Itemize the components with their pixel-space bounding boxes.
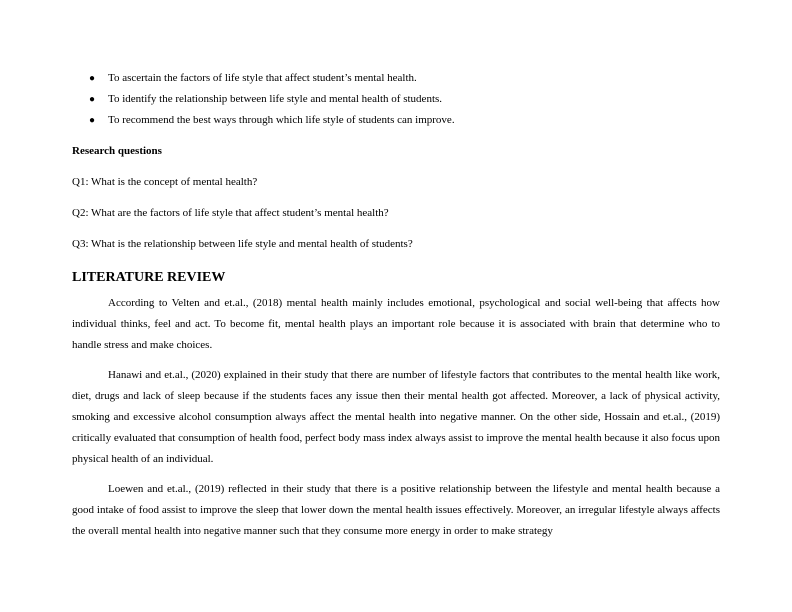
research-question-1: Q1: What is the concept of mental health?	[72, 176, 258, 188]
bullet-icon: ●	[89, 94, 96, 105]
research-question-2: Q2: What are the factors of life style that affect student’s mental health?	[72, 207, 389, 219]
bullet-icon: ●	[89, 115, 96, 126]
research-question-3: Q3: What is the relationship between life style and mental health of students?	[72, 238, 413, 250]
objective-text: To identify the relationship between life style and mental health of students.	[108, 93, 443, 105]
objectives-list	[72, 68, 720, 131]
literature-paragraph-3: Loewen and et.al., (2019) reflected in their study that there is a positive relationship between the lifestyle and mental health because a good intake of food assist to improve the sleep that lower down the mental health issues effectively. Moreover, an irregular lifestyle always affects the overall mental health into negative manner such that they consume more energy in order to make strategy	[72, 483, 720, 537]
objective-text: To recommend the best ways through which life style of students can improve.	[108, 114, 455, 126]
page-content	[72, 68, 720, 551]
literature-paragraph-1: According to Velten and et.al., (2018) mental health mainly includes emotional, psychological and social well-being that affects how individual thinks, feel and act. To become fit, mental health plays an important role because it is associated with brain that determine who to handle stress and make choices.	[72, 297, 720, 351]
literature-review-heading: LITERATURE REVIEW	[72, 270, 226, 285]
research-questions-heading: Research questions	[72, 145, 162, 157]
objective-item	[72, 110, 720, 131]
bullet-icon: ●	[89, 73, 96, 84]
objective-text: To ascertain the factors of life style that affect student’s mental health.	[108, 72, 417, 84]
literature-paragraph-2: Hanawi and et.al., (2020) explained in their study that there are number of lifestyle factors that contributes to the mental health like work, diet, drugs and lack of sleep because if the students faces any issue then their mental health got affected. Moreover, a lack of physical activity, smoking and excessive alcohol consumption always affect the mental health into negative manner. On the other side, Hossain and et.al., (2019) critically evaluated that consumption of health food, perfect body mass index always assist to improve the mental health because it also focus upon physical health of an individual.	[72, 369, 720, 465]
objective-item	[72, 68, 720, 89]
objective-item	[72, 89, 720, 110]
